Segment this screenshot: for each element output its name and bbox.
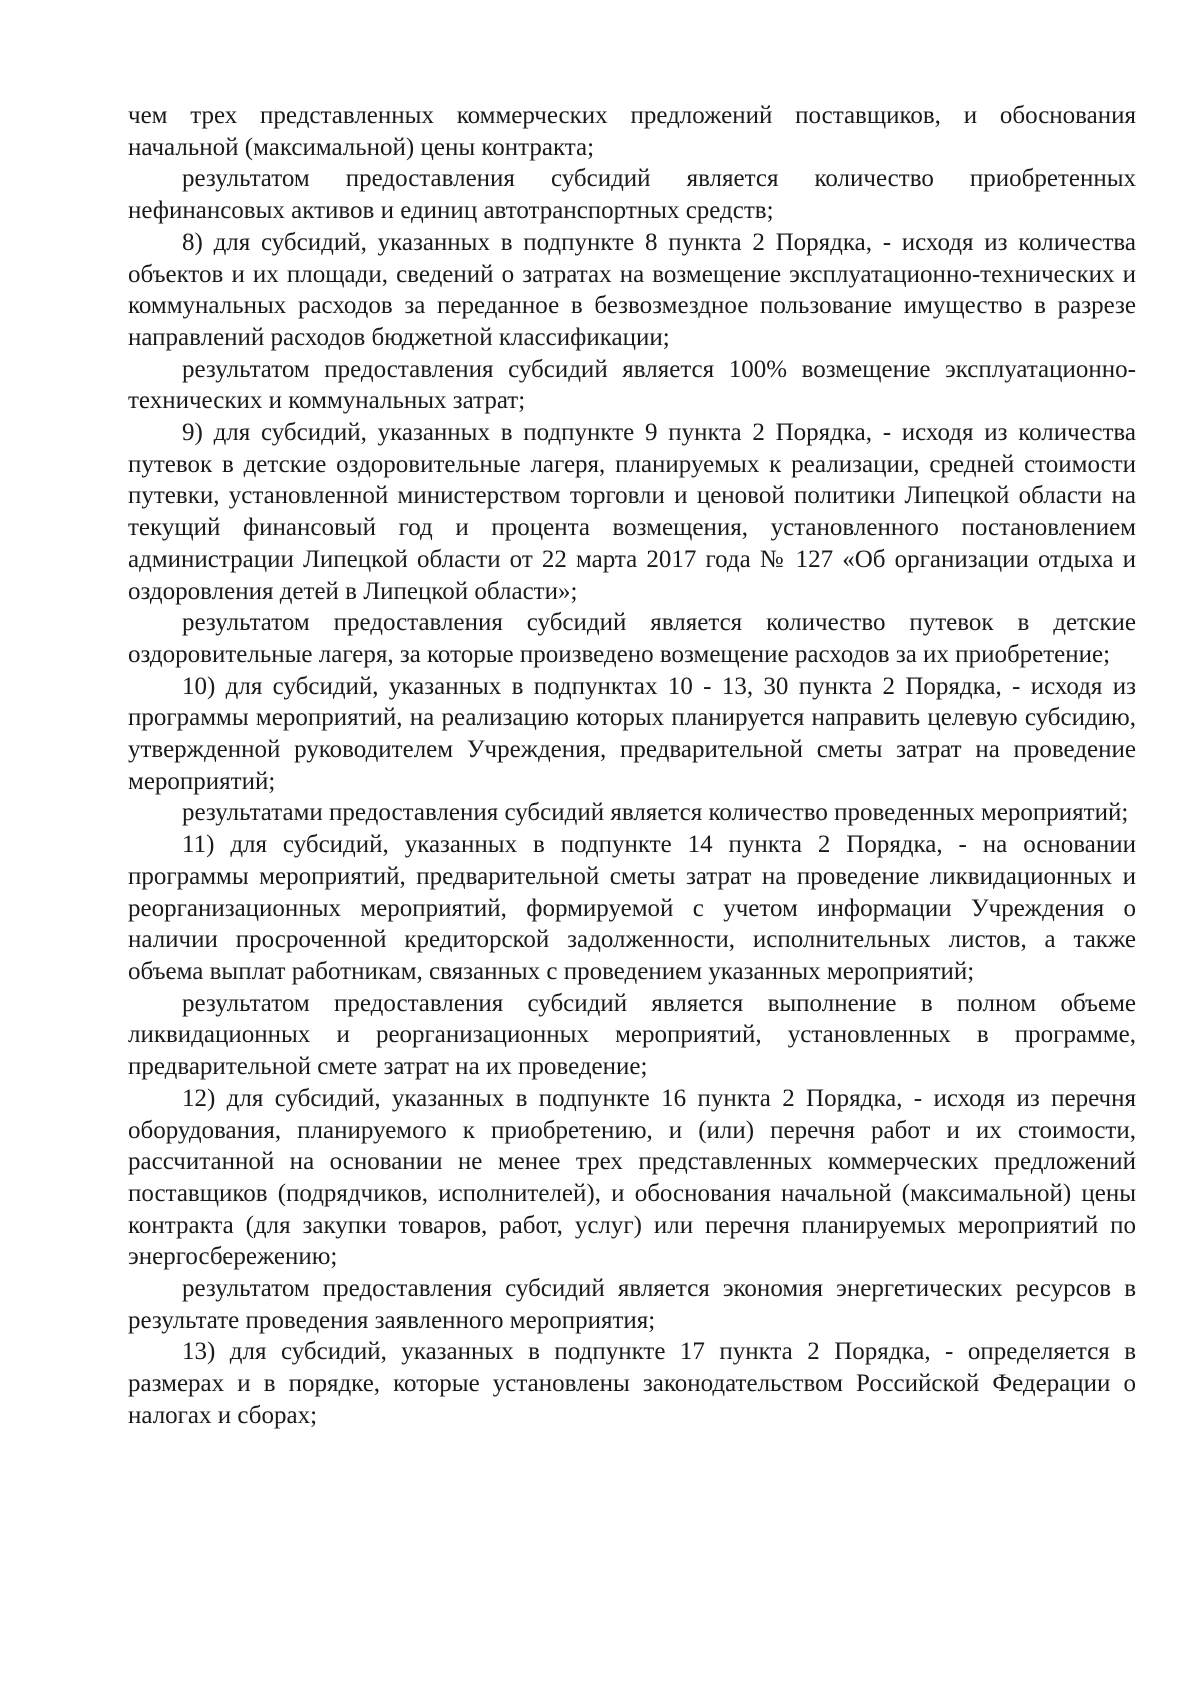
- paragraph-result-assets: результатом предоставления субсидий является количество приобретенных нефинансовых активов и единиц автотранспортных средств;: [128, 165, 1136, 225]
- paragraph-item-12: 12) для субсидий, указанных в подпункте 16 пункта 2 Порядка, - исходя из перечня оборудования, планируемого к приобретению, и (или) перечня работ и их стоимости, рассчитанной на основании не менее трех представленных коммерческих предложений поставщиков (подрядчиков, исполнителей), и обоснования начальной (максимальной) цены контракта (для закупки товаров, работ, услуг) или перечня планируемых мероприятий по энергосбережению;: [128, 1084, 1136, 1271]
- paragraph-result-item-8: результатом предоставления субсидий является 100% возмещение эксплуатационно-технических и коммунальных затрат;: [128, 355, 1136, 415]
- document-body: [128, 100, 1136, 1432]
- paragraph-item-10: 10) для субсидий, указанных в подпунктах 10 - 13, 30 пункта 2 Порядка, - исходя из программы мероприятий, на реализацию которых планируется направить целевую субсидию, утвержденной руководителем Учреждения, предварительной сметы затрат на проведение мероприятий;: [128, 672, 1136, 795]
- paragraph-result-item-10: результатами предоставления субсидий является количество проведенных мероприятий;: [182, 799, 1129, 827]
- paragraph-result-item-11: результатом предоставления субсидий является выполнение в полном объеме ликвидационных и реорганизационных мероприятий, установленных в программе, предварительной смете затрат на их проведение;: [128, 989, 1136, 1081]
- paragraph-item-8: 8) для субсидий, указанных в подпункте 8 пункта 2 Порядка, - исходя из количества объектов и их площади, сведений о затратах на возмещение эксплуатационно-технических и коммунальных расходов за переданное в безвозмездное пользование имущество в разрезе направлений расходов бюджетной классификации;: [128, 228, 1136, 351]
- paragraph-result-item-9: результатом предоставления субсидий является количество путевок в детские оздоровительные лагеря, за которые произведено возмещение расходов за их приобретение;: [128, 609, 1136, 668]
- paragraph-item-11: 11) для субсидий, указанных в подпункте 14 пункта 2 Порядка, - на основании программы мероприятий, предварительной сметы затрат на проведение ликвидационных и реорганизационных мероприятий, формируемой с учетом информации Учреждения о наличии просроченной кредиторской задолженности, исполнительных листов, а также объема выплат работникам, связанных с проведением указанных мероприятий;: [128, 831, 1136, 985]
- paragraph-result-item-12: результатом предоставления субсидий является экономия энергетических ресурсов в результате проведения заявленного мероприятия;: [128, 1275, 1136, 1334]
- paragraph-item-13: 13) для субсидий, указанных в подпункте 17 пункта 2 Порядка, - определяется в размерах и в порядке, которые установлены законодательством Российской Федерации о налогах и сборах;: [128, 1338, 1136, 1429]
- paragraph-item-9: 9) для субсидий, указанных в подпункте 9 пункта 2 Порядка, - исходя из количества путевок в детские оздоровительные лагеря, планируемых к реализации, средней стоимости путевки, установленной министерством торговли и ценовой политики Липецкой области на текущий финансовый год и процента возмещения, установленного постановлением администрации Липецкой области от 22 марта 2017 года № 127 «Об организации отдыха и оздоровления детей в Липецкой области»;: [128, 419, 1136, 605]
- paragraph-continuation: чем трех представленных коммерческих предложений поставщиков, и обоснования начальной (максимальной) цены контракта;: [128, 102, 1136, 161]
